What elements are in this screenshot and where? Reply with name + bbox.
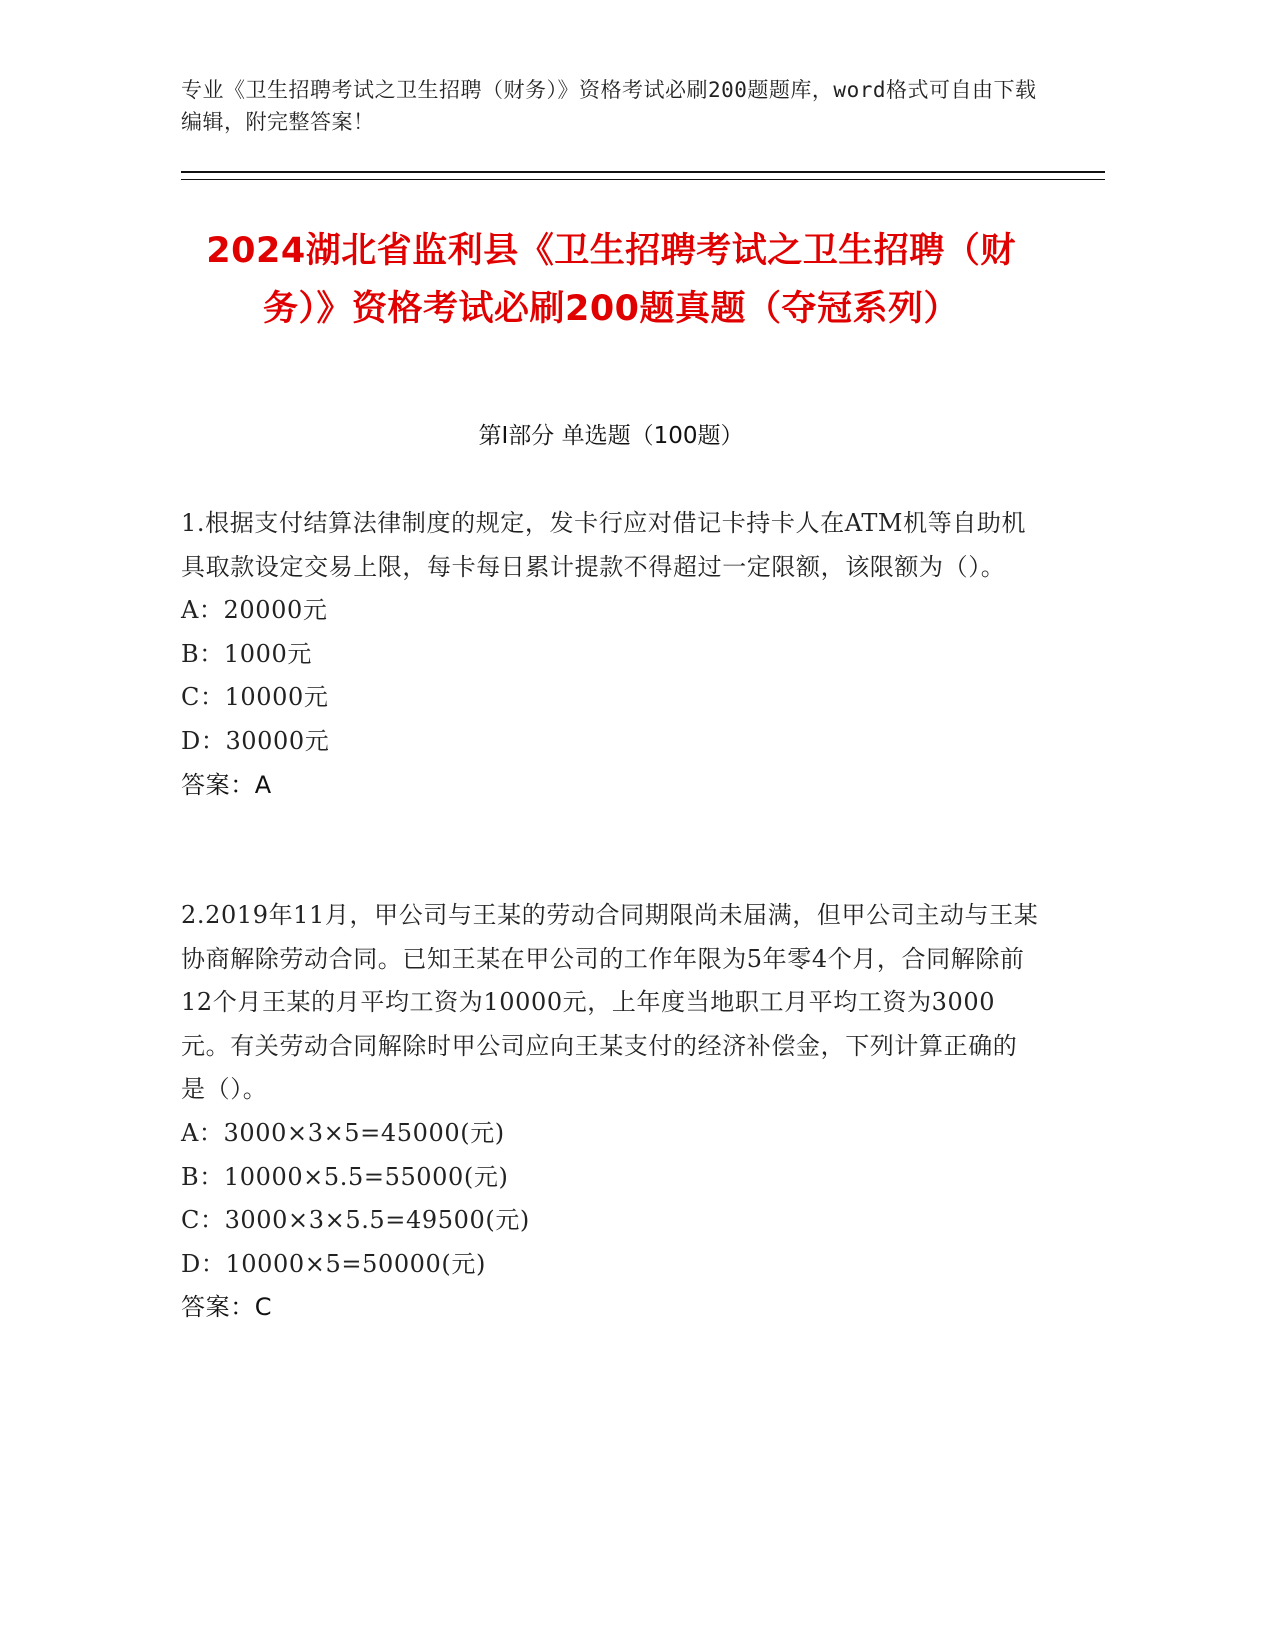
question-block-2 [181,894,1041,1330]
answer-line: 答案：C [181,1293,273,1322]
option-a: A：20000元 [181,596,328,625]
question-block-1 [181,502,1041,807]
header-divider-thick [181,171,1105,173]
option-c: C：10000元 [181,683,329,712]
question-text: 1.根据支付结算法律制度的规定，发卡行应对借记卡持卡人在ATM机等自助机具取款设定交易上限，每卡每日累计提款不得超过一定限额，该限额为（）。 [181,509,1027,581]
section-title: 第I部分 单选题（100题） [478,423,744,449]
question-text: 2.2019年11月，甲公司与王某的劳动合同期限尚未届满，但甲公司主动与王某协商解除劳动合同。已知王某在甲公司的工作年限为5年零4个月，合同解除前12个月王某的月平均工资为10000元，上年度当地职工月平均工资为3000元。有关劳动合同解除时甲公司应向王某支付的经济补偿金，下列计算正确的是（）。 [181,901,1039,1104]
document-title: 2024湖北省监利县《卫生招聘考试之卫生招聘（财务）》资格考试必刷200题真题（夺冠系列） [206,231,1016,329]
header-note: 专业《卫生招聘考试之卫生招聘（财务）》资格考试必刷200题题库，word格式可自由下载编辑，附完整答案！ [181,78,1037,134]
option-c: C：3000×3×5.5=49500(元) [181,1206,530,1235]
option-a: A：3000×3×5=45000(元) [181,1118,505,1147]
answer-line: 答案：A [181,770,272,799]
option-d: D：30000元 [181,726,330,755]
option-b: B：1000元 [181,639,312,668]
option-d: D：10000×5=50000(元) [181,1249,486,1278]
option-b: B：10000×5.5=55000(元) [181,1162,509,1191]
header-divider-thin [181,179,1105,180]
